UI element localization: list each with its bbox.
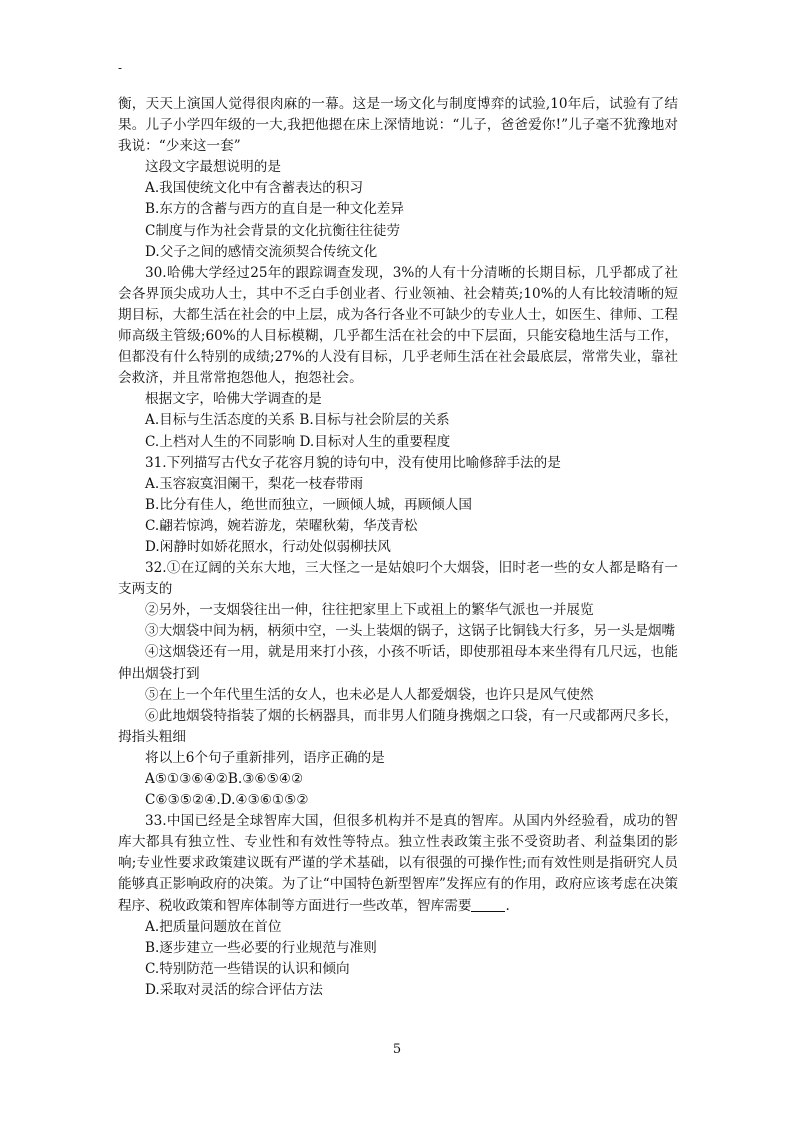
q32-sentence-2: ②另外，一支烟袋往出一伸，往往把家里上下或祖上的繁华气派也一并展览 bbox=[145, 602, 594, 619]
page-number: 5 bbox=[392, 1042, 402, 1057]
q29-option-d: D.父子之间的感情交流须契合传统文化 bbox=[145, 243, 378, 260]
q32-options-ab: A⑤①③⑥④②B.③⑥⑤④② bbox=[145, 771, 304, 787]
q33-option-d: D.采取对灵活的综合评估方法 bbox=[145, 981, 323, 998]
q32-sentence-5: ⑤在上一个年代里生活的女人，也未必是人人都爱烟袋，也许只是风气使然 bbox=[145, 686, 594, 703]
q33-option-b: B.逐步建立一些必要的行业规范与准则 bbox=[145, 939, 377, 956]
q32-sentence-3: ③大烟袋中间为柄，柄须中空，一头上装烟的锅子，这锅子比铜钱大行多，另一头是烟嘴 bbox=[145, 623, 676, 640]
q32-sentence-6: ⑥此地烟袋特指装了烟的长柄器具，而非男人们随身携烟之口袋，有一尺或都两尺多长，拇指头粗细 bbox=[118, 707, 678, 745]
q33-passage-text: 33.中国已经是全球智库大国，但很多机构并不是真的智库。从国内外经验看，成功的智库大都具有独立性、专业性和有效性等特点。独立性表政策主张不受资助者、利益集团的影响;专业性要求政策建议既有严谨的学术基础，以有很强的可操作性;而有效性则是指研究人员能够真正影响政府的决策。为了让“中国特色新型智库”发挥应有的作用，政府应该考虑在决策程序、税收政策和智库体制等方面进行一些改革，智库需要 bbox=[118, 813, 678, 914]
q33-passage bbox=[118, 811, 678, 916]
q33-passage-end: . bbox=[505, 897, 510, 914]
q29-option-a: A.我国使统文化中有含蓄表达的积习 bbox=[145, 180, 364, 197]
page-content bbox=[118, 94, 678, 1001]
q30-stem: 根据文字，哈佛大学调查的是 bbox=[145, 391, 322, 408]
header-mark: - bbox=[118, 61, 123, 75]
q31-option-a: A.玉容寂寞泪阑干，梨花一枝春带雨 bbox=[145, 475, 364, 492]
q31-stem: 31.下列描写古代女子花容月貌的诗句中，没有使用比喻修辞手法的是 bbox=[145, 454, 561, 471]
passage-continuation: 衡，天天上演国人觉得很肉麻的一幕。这是一场文化与制度博弈的试验,10年后，试验有了结果。儿子小学四年级的一大,我把他摁在床上深情地说：“儿子，爸爸爱你!”儿子毫不犹豫地对我说：“少来这一套” bbox=[118, 96, 678, 155]
q31-option-b: B.比分有佳人，绝世而独立，一顾倾人城，再顾倾人国 bbox=[145, 496, 472, 513]
answer-blank bbox=[471, 897, 505, 912]
q31-option-d: D.闲静时如娇花照水，行动处似弱柳扶风 bbox=[145, 538, 391, 555]
q30-options-ab: A.目标与生活态度的关系 B.目标与社会阶层的关系 bbox=[145, 412, 450, 429]
q31-option-c: C.翩若惊鸿，婉若游龙，荣曜秋菊，华茂青松 bbox=[145, 517, 418, 534]
q32-stem: 将以上6个句子重新排列，语序正确的是 bbox=[145, 749, 385, 766]
q32-options-cd: C⑥③⑤②④.D.④③⑥①⑤② bbox=[145, 792, 309, 809]
q30-passage: 30.哈佛大学经过25年的跟踪调查发现，3%的人有十分清晰的长期目标，几乎都成了社会各界顶尖成功人士，其中不乏白手创业者、行业领袖、社会精英;10%的人有比较清晰的短期目标，大都生活在社会的中上层，成为各行各业不可缺少的专业人士，如医生、律师、工程师高级主管级;60%的人目标模糊，几乎都生活在社会的中下层面，只能安稳地生活与工作，但都没有什么特别的成绩;27%的人没有目标，几乎老师生活在社会最底层，常常失业，靠社会救济，并且常常抱怨他人，抱怨社会。 bbox=[118, 264, 678, 387]
q29-stem: 这段文字最想说明的是 bbox=[145, 159, 281, 176]
q33-option-a: A.把质量问题放在首位 bbox=[145, 918, 282, 935]
q32-sentence-1: 32.①在辽阔的关东大地，三大怪之一是姑娘叼个大烟袋，旧时老一些的女人都是略有一支两支的 bbox=[118, 560, 678, 598]
q33-option-c: C.特别防范一些错误的认识和倾向 bbox=[145, 960, 350, 977]
q30-options-cd: C.上档对人生的不同影响 D.目标对人生的重要程度 bbox=[145, 433, 451, 450]
q29-option-c: C制度与作为社会背景的文化抗衡往往徒劳 bbox=[145, 222, 401, 239]
q29-option-b: B.东方的含蓄与西方的直自是一种文化差异 bbox=[145, 201, 404, 218]
q32-sentence-4: ④这烟袋还有一用，就是用来打小孩，小孩不听话，即使那祖母本来坐得有几尺远，也能伸出烟袋打到 bbox=[118, 644, 678, 682]
